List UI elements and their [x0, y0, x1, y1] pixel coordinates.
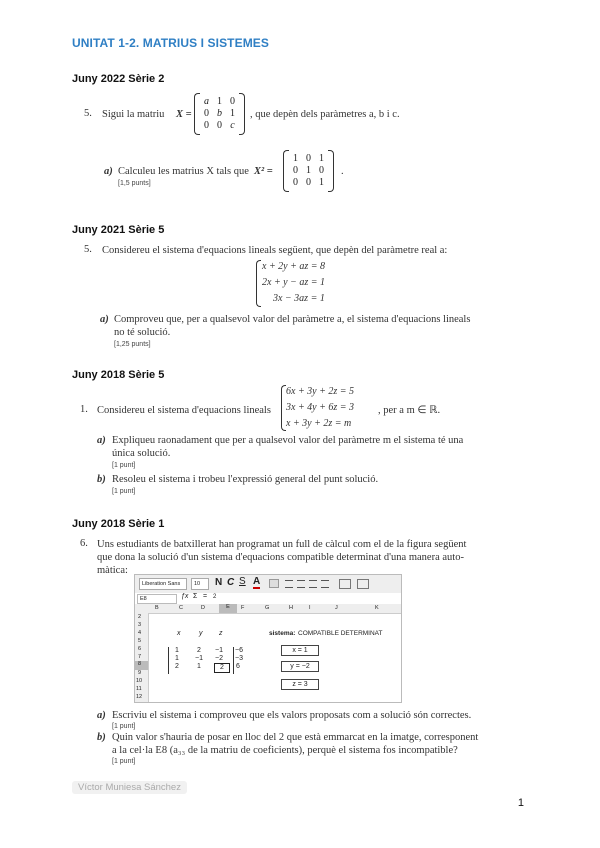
equation: x + 2y + az = 8	[262, 261, 326, 272]
cell[interactable]: −6	[235, 647, 243, 654]
wrap-text-icon[interactable]	[357, 579, 369, 589]
font-name-select[interactable]: Liberation Sans	[139, 578, 187, 590]
column-header[interactable]: I	[309, 605, 311, 611]
solution-y[interactable]: y = −2	[281, 661, 319, 672]
part-label: b)	[97, 474, 106, 485]
row-header-selected[interactable]: 8	[135, 661, 148, 670]
row-header[interactable]: 2	[138, 614, 142, 620]
equation: 3x + 4y + 6z = 3	[286, 402, 355, 413]
var-header: y	[199, 630, 203, 637]
matrix-bar-middle	[233, 647, 234, 674]
column-header[interactable]: J	[335, 605, 338, 611]
row-headers	[135, 613, 149, 702]
cell[interactable]: −2	[215, 655, 223, 662]
problem-number: 1.	[80, 404, 88, 415]
underline-icon[interactable]: S	[239, 576, 246, 587]
status-value: COMPATIBLE DETERMINAT	[298, 630, 383, 637]
matrix-x: a 1 0 0 b 1 0 0 c	[194, 93, 245, 135]
sum-icon[interactable]: Σ	[193, 593, 198, 600]
cell[interactable]: 6	[236, 663, 240, 670]
formula-input[interactable]: 2	[213, 594, 217, 600]
cell[interactable]: 2	[175, 663, 179, 670]
column-headers	[135, 604, 401, 614]
problem-intro: que dona la solució d'un sistema d'equacions compatible determinat d'una manera auto-	[97, 552, 464, 563]
part-text: Escriviu el sistema i comproveu que els valors proposats com a solució són correctes.	[112, 710, 472, 721]
problem-intro-end: , que depèn dels paràmetres a, b i c.	[250, 109, 400, 120]
part-label: b)	[97, 732, 106, 743]
solution-z[interactable]: z = 3	[281, 679, 319, 690]
problem-intro: Considereu el sistema d'equacions lineals següent, que depèn del paràmetre real a:	[102, 245, 448, 256]
equation: 3x − 3az = 1	[273, 293, 325, 304]
font-color-icon[interactable]: A	[253, 576, 261, 587]
part-text: Expliqueu raonadament que per a qualsevol valor del paràmetre m el sistema té una	[112, 435, 464, 446]
cell[interactable]: −1	[215, 647, 223, 654]
var-header: x	[177, 630, 181, 637]
part-end: .	[341, 166, 344, 177]
cell[interactable]: 1	[175, 647, 179, 654]
merge-cells-icon[interactable]	[339, 579, 351, 589]
part-text: Resoleu el sistema i trobeu l'expressió general del punt solució.	[112, 474, 379, 485]
equation: x + 3y + 2z = m	[286, 418, 352, 429]
matrix-square-label: X² =	[254, 166, 273, 177]
document-title: UNITAT 1-2. MATRIUS I SISTEMES	[72, 36, 270, 50]
column-header[interactable]: K	[375, 605, 379, 611]
part-text: no té solució.	[114, 327, 171, 338]
problem-intro: màtica:	[97, 565, 128, 576]
part-label: a)	[97, 435, 106, 446]
column-header[interactable]: D	[201, 605, 205, 611]
part-label: a)	[97, 710, 106, 721]
row-header[interactable]: 12	[136, 694, 143, 700]
row-header[interactable]: 6	[138, 646, 142, 652]
cell[interactable]: −1	[195, 655, 203, 662]
problem-number: 5.	[84, 244, 92, 255]
problem-number: 6.	[80, 538, 88, 549]
problem-intro-end: , per a m ∈ ℝ.	[378, 405, 441, 416]
points: [1 punt]	[112, 462, 136, 469]
cell-reference-box[interactable]: E8	[137, 594, 177, 604]
part-label: a)	[100, 314, 109, 325]
problem-intro: Sigui la matriu	[102, 109, 165, 120]
row-header[interactable]: 3	[138, 622, 142, 628]
spreadsheet-toolbar	[135, 575, 401, 594]
points: [1 punt]	[112, 488, 136, 495]
points: [1 punt]	[112, 758, 136, 765]
var-header: z	[219, 630, 223, 637]
status-label: sistema:	[269, 630, 296, 637]
cell[interactable]: 1	[197, 663, 201, 670]
italic-icon[interactable]: C	[227, 577, 235, 588]
row-header[interactable]: 10	[136, 678, 143, 684]
equation: 2x + y − az = 1	[262, 277, 326, 288]
section-heading: Juny 2018 Sèrie 1	[72, 518, 165, 530]
matrix-label: X =	[176, 109, 192, 120]
part-text: Quin valor s'hauria de posar en lloc del 2 que està emmarcat en la imatge, corresponent	[112, 732, 479, 743]
solution-x[interactable]: x = 1	[281, 645, 319, 656]
column-header[interactable]: C	[179, 605, 183, 611]
equals-icon[interactable]: =	[203, 593, 208, 600]
column-header[interactable]: G	[265, 605, 270, 611]
problem-intro: Considereu el sistema d'equacions lineals	[97, 405, 271, 416]
part-text: a la cel·la E8 (a₃₃ de la matriu de coeficients), perquè el sistema fos incompatible?	[112, 745, 458, 756]
cell-selected-e8[interactable]: 2	[214, 663, 230, 673]
part-text: única solució.	[112, 448, 171, 459]
align-left-icon[interactable]	[285, 580, 293, 588]
author-footer: Víctor Muniesa Sánchez	[72, 781, 187, 794]
section-heading: Juny 2018 Sèrie 5	[72, 369, 165, 381]
section-heading: Juny 2022 Sèrie 2	[72, 73, 165, 85]
spreadsheet-figure	[134, 574, 402, 703]
row-header[interactable]: 11	[136, 686, 142, 692]
page-number: 1	[517, 797, 524, 809]
align-center-icon[interactable]	[297, 580, 305, 588]
part-text: Calculeu les matrius X tals que	[118, 166, 249, 177]
system-brace	[256, 260, 261, 307]
column-header[interactable]: F	[241, 605, 245, 611]
highlight-icon[interactable]	[269, 579, 279, 588]
column-header-selected[interactable]: E	[219, 604, 237, 613]
cell[interactable]: 1	[175, 655, 179, 662]
row-header[interactable]: 9	[138, 670, 142, 676]
column-header[interactable]: B	[155, 605, 159, 611]
font-size-select[interactable]: 10	[191, 578, 209, 590]
matrix-bar-left	[168, 647, 169, 674]
problem-number: 5.	[84, 108, 92, 119]
column-header[interactable]: H	[289, 605, 293, 611]
part-text: Comproveu que, per a qualsevol valor del paràmetre a, el sistema d'equacions lineals	[114, 314, 471, 325]
points: [1,25 punts]	[114, 341, 151, 348]
justify-icon[interactable]	[321, 580, 329, 588]
align-right-icon[interactable]	[309, 580, 317, 588]
points: [1 punt]	[112, 723, 136, 730]
section-heading: Juny 2021 Sèrie 5	[72, 224, 165, 236]
row-header[interactable]: 4	[138, 630, 142, 636]
cell[interactable]: −3	[235, 655, 243, 662]
matrix-x-squared: 1 0 1 0 1 0 0 0 1	[283, 150, 334, 192]
points: [1,5 punts]	[118, 180, 151, 187]
problem-intro: Uns estudiants de batxillerat han programat un full de càlcul com el de la figura següent	[97, 539, 467, 550]
equation: 6x + 3y + 2z = 5	[286, 386, 355, 397]
bold-icon[interactable]: N	[215, 577, 223, 588]
row-header[interactable]: 7	[138, 654, 142, 660]
row-header[interactable]: 5	[138, 638, 142, 644]
part-label: a)	[104, 166, 113, 177]
cell[interactable]: 2	[197, 647, 201, 654]
function-icon[interactable]: ƒx	[181, 593, 189, 600]
